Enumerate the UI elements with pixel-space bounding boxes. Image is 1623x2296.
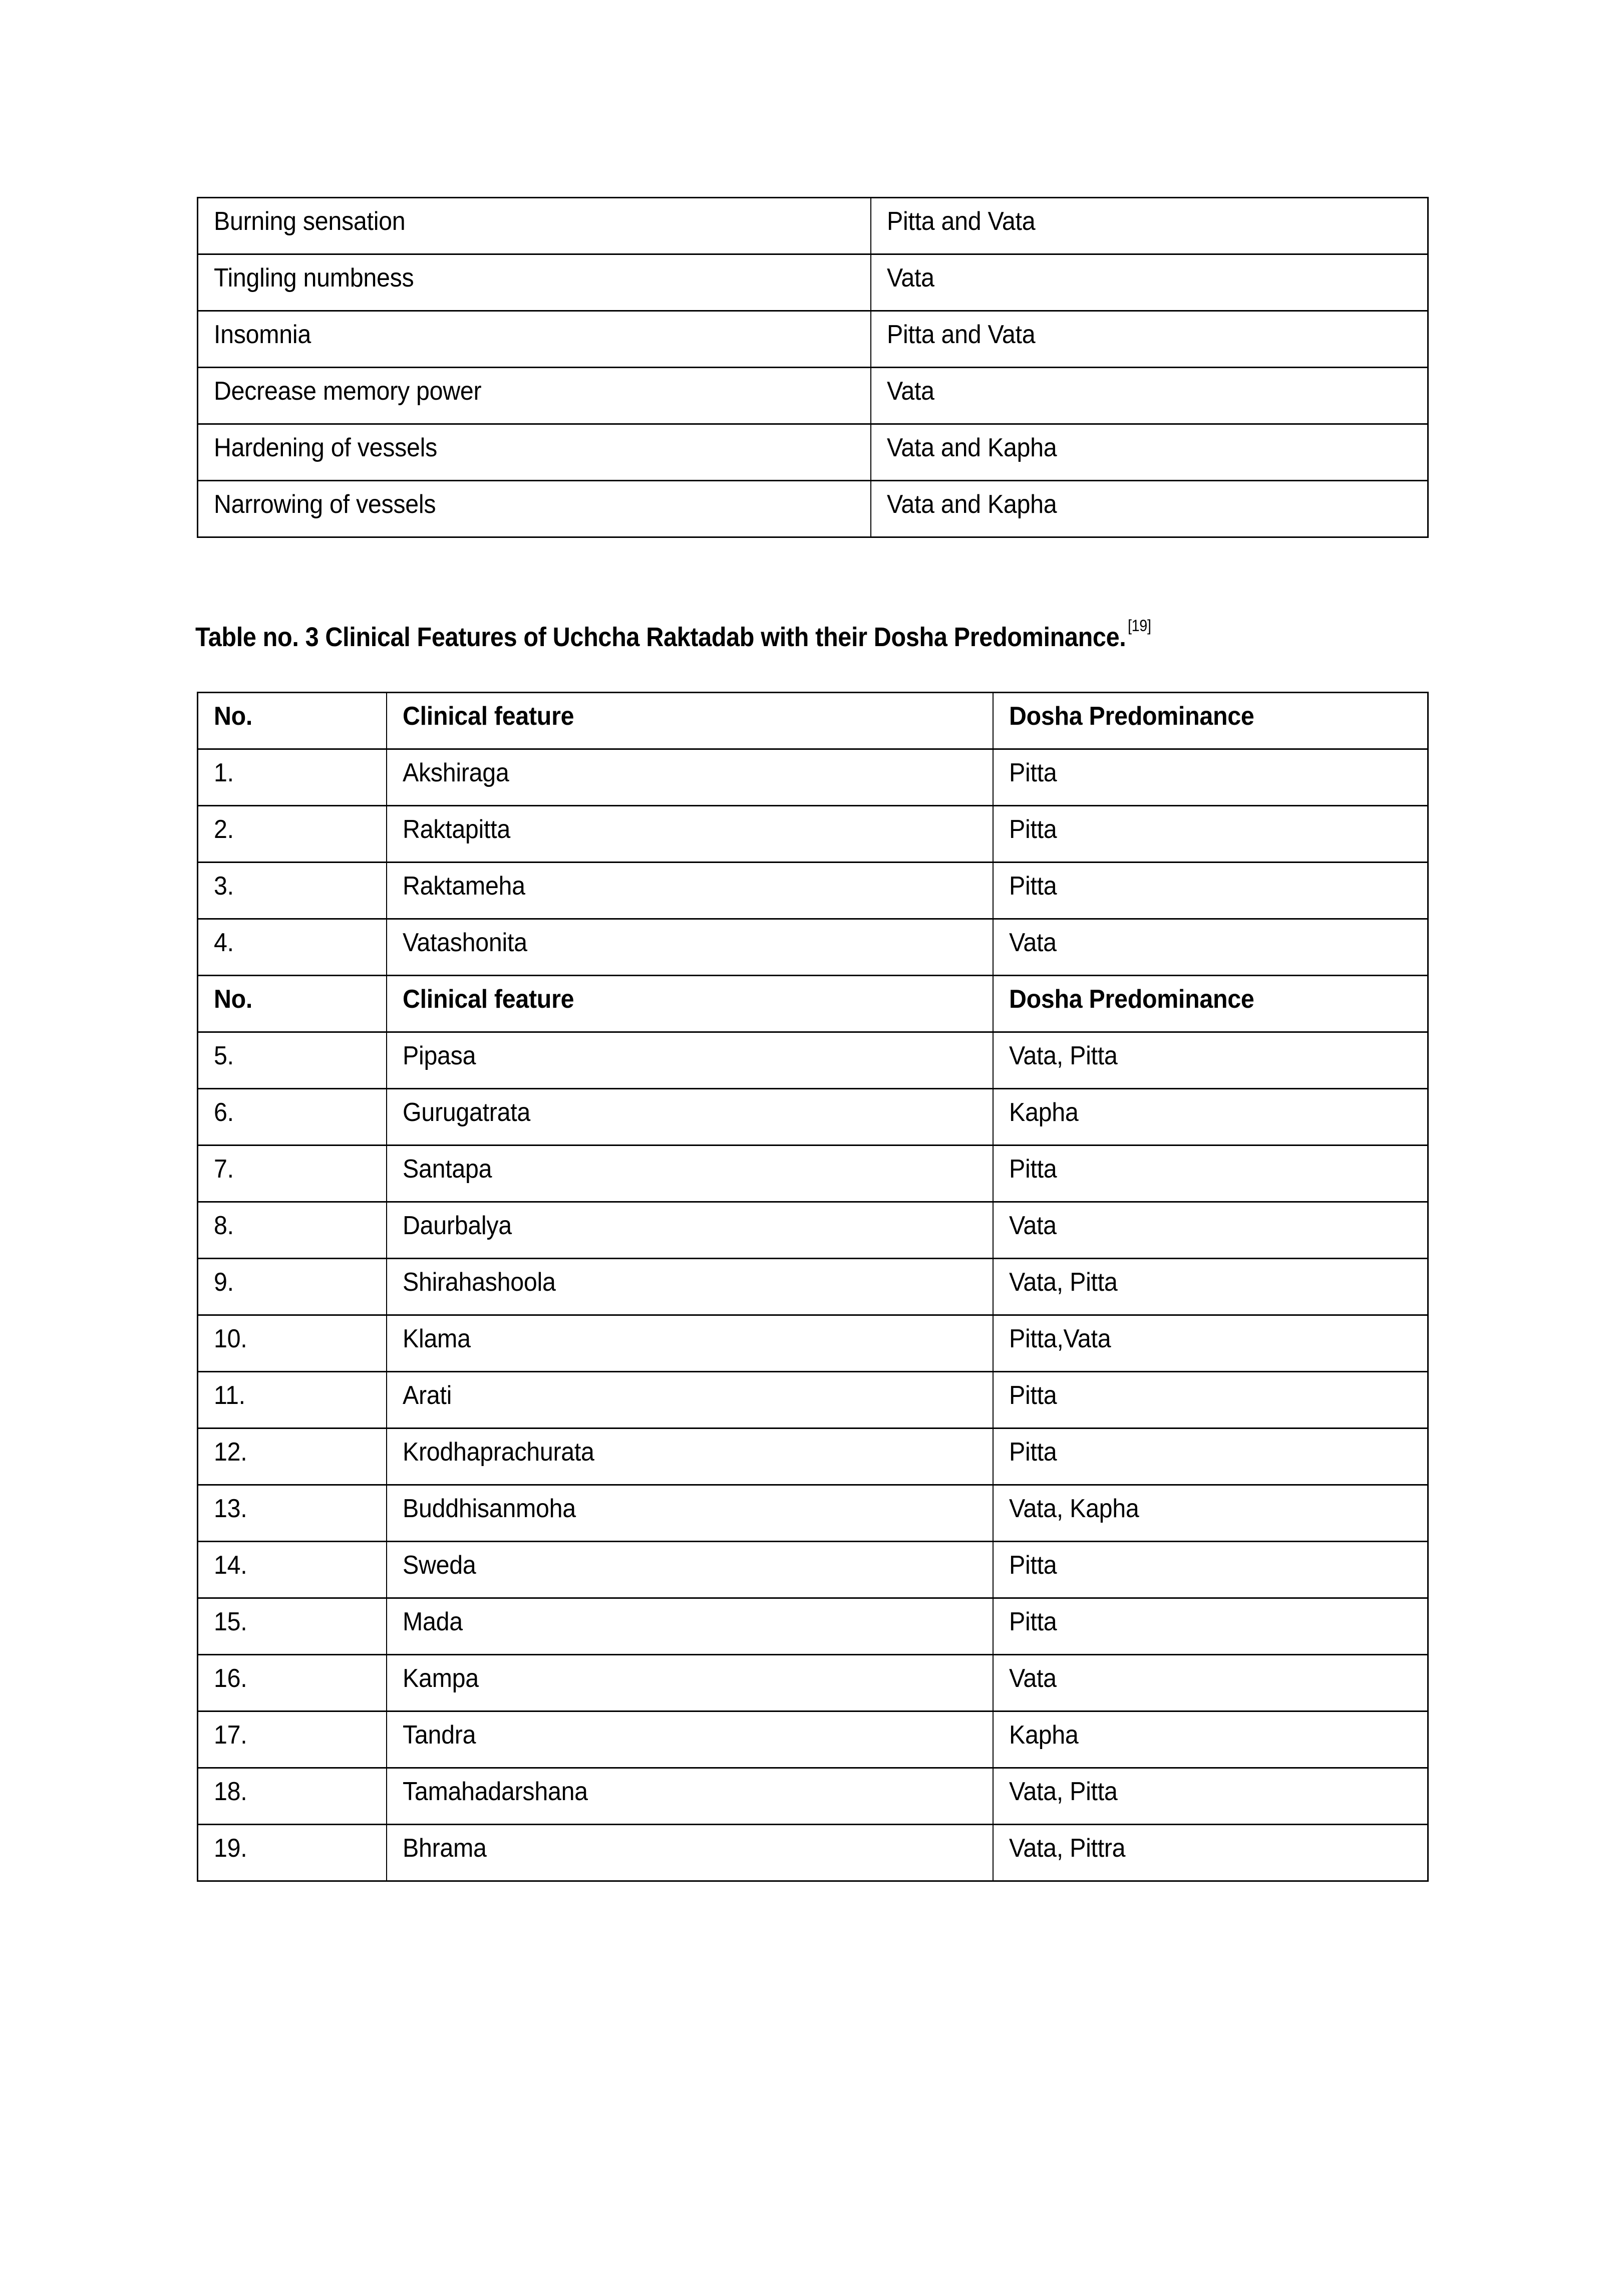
table-row (198, 806, 1428, 863)
no-cell: 19. (198, 1825, 387, 1881)
table-row (198, 1711, 1428, 1768)
feature-cell: Shirahashoola (387, 1259, 993, 1315)
dosha-cell: Kapha (993, 1711, 1428, 1768)
table-row (198, 1655, 1428, 1711)
no-cell: 15. (198, 1598, 387, 1655)
feature-cell: Sweda (387, 1542, 993, 1598)
no-cell: 6. (198, 1089, 387, 1145)
feature-cell: Tamahadarshana (387, 1768, 993, 1825)
no-cell: 5. (198, 1032, 387, 1089)
dosha-cell: Kapha (993, 1089, 1428, 1145)
table-row (198, 919, 1428, 976)
table-row (198, 481, 1428, 537)
feature-cell: Kampa (387, 1655, 993, 1711)
no-cell: 14. (198, 1542, 387, 1598)
feature-cell: Daurbalya (387, 1202, 993, 1259)
feature-cell: Akshiraga (387, 749, 993, 806)
header-clinical-feature: Clinical feature (387, 976, 993, 1032)
dosha-cell: Pitta,Vata (993, 1315, 1428, 1372)
no-cell: 16. (198, 1655, 387, 1711)
dosha-cell: Pitta and Vata (871, 198, 1428, 254)
no-cell: 3. (198, 863, 387, 919)
dosha-cell: Vata, Kapha (993, 1485, 1428, 1542)
dosha-cell: Pitta (993, 1598, 1428, 1655)
dosha-cell: Pitta (993, 1145, 1428, 1202)
table-header-row (198, 693, 1428, 749)
feature-cell: Tingling numbness (198, 254, 871, 311)
feature-cell: Vatashonita (387, 919, 993, 976)
feature-cell: Raktapitta (387, 806, 993, 863)
dosha-cell: Pitta (993, 749, 1428, 806)
dosha-cell: Pitta (993, 1542, 1428, 1598)
header-dosha-predominance: Dosha Predominance (993, 976, 1428, 1032)
feature-cell: Hardening of vessels (198, 424, 871, 481)
no-cell: 4. (198, 919, 387, 976)
dosha-cell: Vata, Pitta (993, 1768, 1428, 1825)
no-cell: 2. (198, 806, 387, 863)
dosha-cell: Pitta (993, 1428, 1428, 1485)
citation-reference: [19] (1128, 617, 1151, 635)
symptoms-dosha-table (197, 197, 1429, 538)
table-row (198, 1542, 1428, 1598)
table-caption: Table no. 3 Clinical Features of Uchcha Raktadab with their Dosha Predominance. [19] (195, 617, 1151, 652)
no-cell: 13. (198, 1485, 387, 1542)
feature-cell: Narrowing of vessels (198, 481, 871, 537)
table-row (198, 198, 1428, 254)
feature-cell: Pipasa (387, 1032, 993, 1089)
table-row (198, 1259, 1428, 1315)
feature-cell: Tandra (387, 1711, 993, 1768)
table-row (198, 1428, 1428, 1485)
dosha-cell: Pitta (993, 1372, 1428, 1428)
header-no: No. (198, 976, 387, 1032)
table-row (198, 254, 1428, 311)
no-cell: 7. (198, 1145, 387, 1202)
table-row (198, 1089, 1428, 1145)
feature-cell: Burning sensation (198, 198, 871, 254)
dosha-cell: Vata, Pitta (993, 1259, 1428, 1315)
no-cell: 12. (198, 1428, 387, 1485)
no-cell: 1. (198, 749, 387, 806)
table-row (198, 1372, 1428, 1428)
feature-cell: Krodhaprachurata (387, 1428, 993, 1485)
table-row (198, 424, 1428, 481)
table-header-row-repeated (198, 976, 1428, 1032)
table-row (198, 863, 1428, 919)
table-row (198, 1825, 1428, 1881)
dosha-cell: Vata (993, 1202, 1428, 1259)
dosha-cell: Vata, Pittra (993, 1825, 1428, 1881)
dosha-cell: Pitta (993, 806, 1428, 863)
dosha-cell: Vata (871, 368, 1428, 424)
no-cell: 18. (198, 1768, 387, 1825)
dosha-cell: Pitta (993, 863, 1428, 919)
feature-cell: Gurugatrata (387, 1089, 993, 1145)
dosha-cell: Vata and Kapha (871, 481, 1428, 537)
no-cell: 11. (198, 1372, 387, 1428)
dosha-cell: Vata (993, 919, 1428, 976)
table-row (198, 1145, 1428, 1202)
table-row (198, 1032, 1428, 1089)
feature-cell: Bhrama (387, 1825, 993, 1881)
table-row (198, 1768, 1428, 1825)
clinical-features-table (197, 692, 1429, 1882)
feature-cell: Arati (387, 1372, 993, 1428)
feature-cell: Buddhisanmoha (387, 1485, 993, 1542)
table-row (198, 368, 1428, 424)
feature-cell: Mada (387, 1598, 993, 1655)
header-clinical-feature: Clinical feature (387, 693, 993, 749)
table-row (198, 1598, 1428, 1655)
feature-cell: Klama (387, 1315, 993, 1372)
feature-cell: Raktameha (387, 863, 993, 919)
dosha-cell: Vata (871, 254, 1428, 311)
table-row (198, 1485, 1428, 1542)
dosha-cell: Vata and Kapha (871, 424, 1428, 481)
table-row (198, 1202, 1428, 1259)
feature-cell: Decrease memory power (198, 368, 871, 424)
no-cell: 9. (198, 1259, 387, 1315)
no-cell: 10. (198, 1315, 387, 1372)
feature-cell: Insomnia (198, 311, 871, 368)
no-cell: 17. (198, 1711, 387, 1768)
table-row (198, 1315, 1428, 1372)
table-row (198, 311, 1428, 368)
feature-cell: Santapa (387, 1145, 993, 1202)
header-dosha-predominance: Dosha Predominance (993, 693, 1428, 749)
table-row (198, 749, 1428, 806)
no-cell: 8. (198, 1202, 387, 1259)
dosha-cell: Vata (993, 1655, 1428, 1711)
header-no: No. (198, 693, 387, 749)
dosha-cell: Pitta and Vata (871, 311, 1428, 368)
dosha-cell: Vata, Pitta (993, 1032, 1428, 1089)
